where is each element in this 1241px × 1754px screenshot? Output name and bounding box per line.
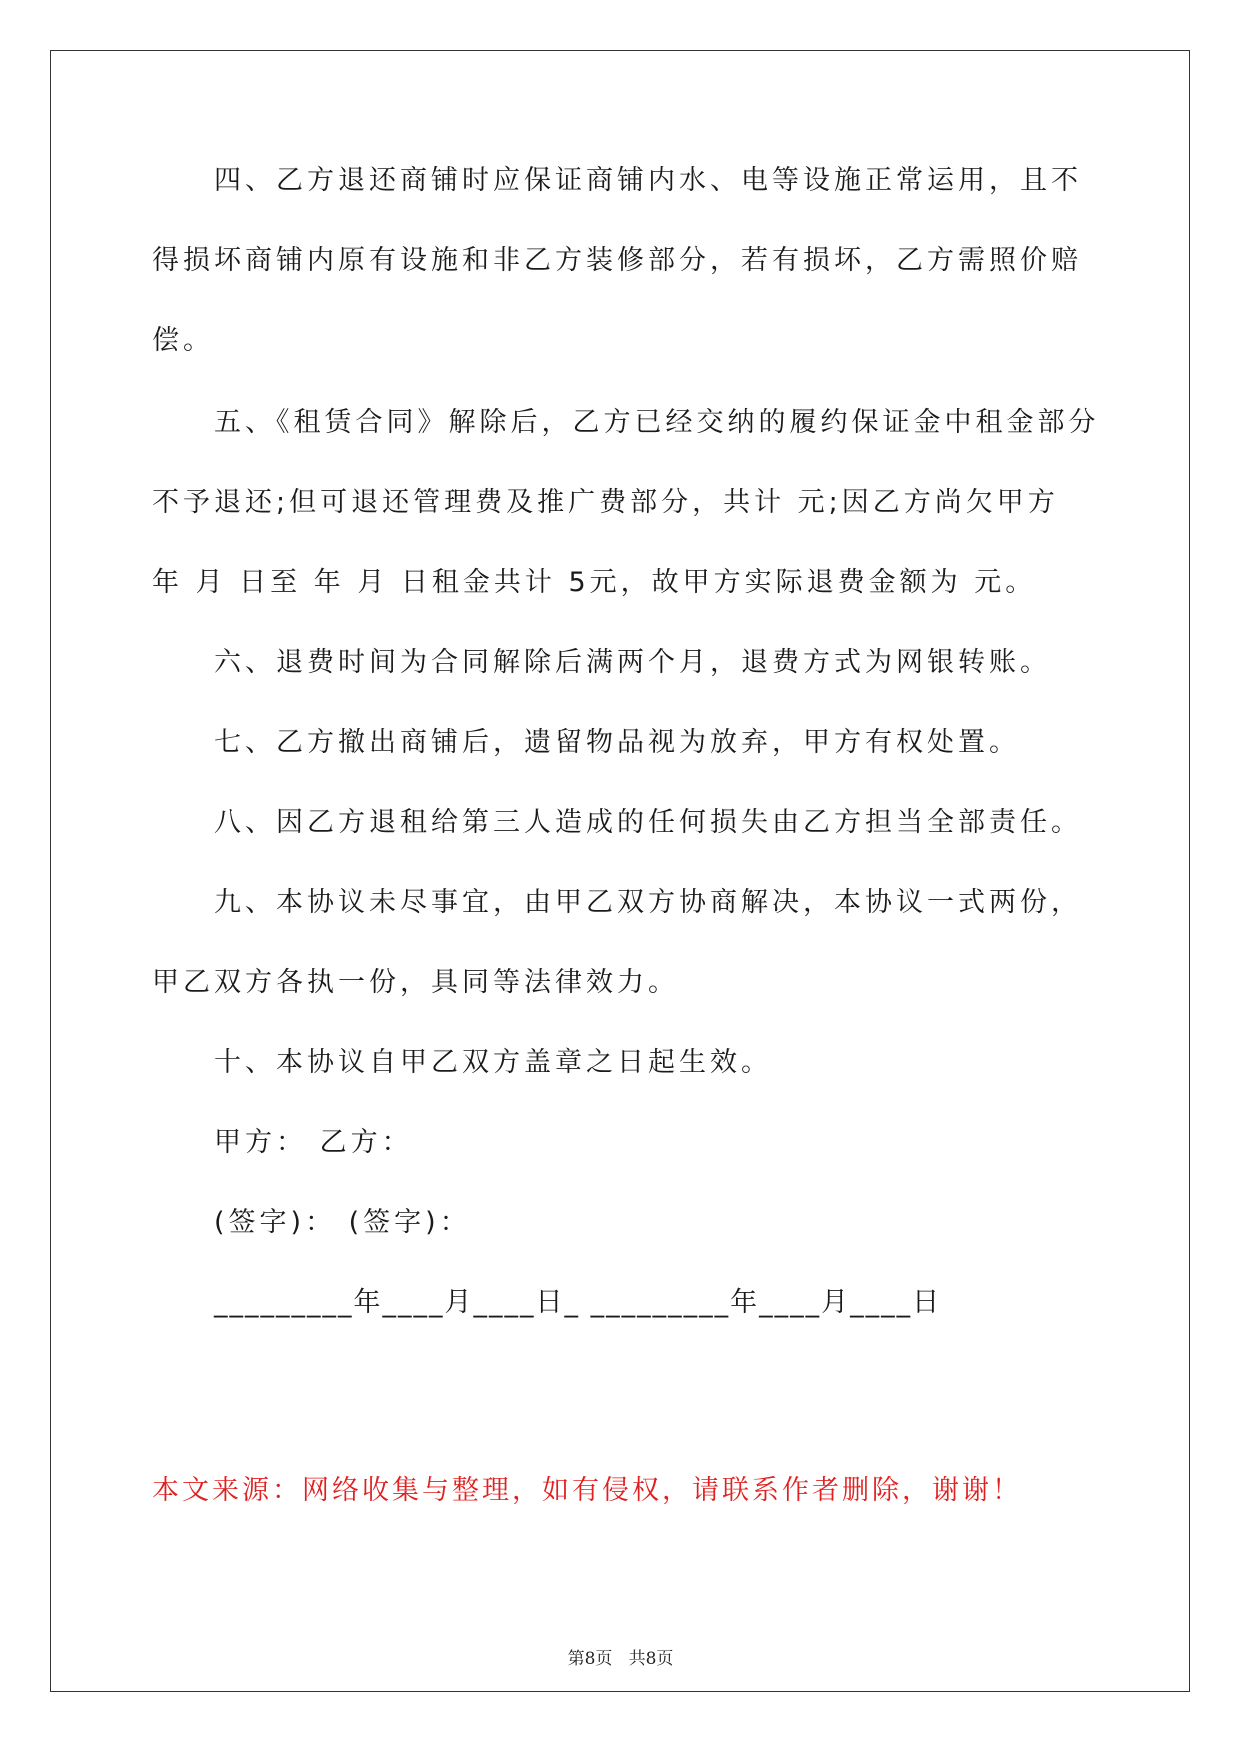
clause-nine xyxy=(152,882,1084,1004)
clause-four xyxy=(152,160,1084,362)
source-note: 本文来源：网络收集与整理，如有侵权，请联系作者删除，谢谢！ xyxy=(152,1475,1022,1506)
clause-eight: 八、因乙方退租给第三人造成的任何损失由乙方担当全部责任。 xyxy=(214,807,1082,838)
clause-five xyxy=(152,402,1100,604)
signature-labels: (签字)： (签字)： xyxy=(214,1207,471,1238)
clause-ten: 十、本协议自甲乙双方盖章之日起生效。 xyxy=(214,1047,772,1078)
date-blanks: _________年____月____日_ _________年____月____日 xyxy=(214,1287,942,1318)
document-body xyxy=(152,160,1100,1324)
clause-four-line-1: 四、乙方退还商铺时应保证商铺内水、电等设施正常运用，且不 xyxy=(214,165,1082,196)
clause-four-line-2: 得损坏商铺内原有设施和非乙方装修部分，若有损坏，乙方需照价赔 xyxy=(152,245,1082,276)
clause-six: 六、退费时间为合同解除后满两个月，退费方式为网银转账。 xyxy=(214,647,1051,678)
party-labels: 甲方： 乙方： xyxy=(214,1127,413,1158)
clause-seven: 七、乙方撤出商铺后，遗留物品视为放弃，甲方有权处置。 xyxy=(214,727,1020,758)
clause-five-line-2: 不予退还;但可退还管理费及推广费部分，共计 元;因乙方尚欠甲方 xyxy=(152,487,1059,518)
page-footer: 第8页 共8页 xyxy=(567,1649,674,1669)
clause-five-line-3: 年 月 日至 年 月 日租金共计 5元，故甲方实际退费金额为 元。 xyxy=(152,567,1037,598)
clause-four-line-3: 偿。 xyxy=(152,325,214,356)
clause-nine-line-1: 九、本协议未尽事宜，由甲乙双方协商解决，本协议一式两份， xyxy=(214,887,1082,918)
clause-five-line-1: 五、《租赁合同》解除后，乙方已经交纳的履约保证金中租金部分 xyxy=(214,407,1100,438)
clause-nine-line-2: 甲乙双方各执一份，具同等法律效力。 xyxy=(152,967,679,998)
